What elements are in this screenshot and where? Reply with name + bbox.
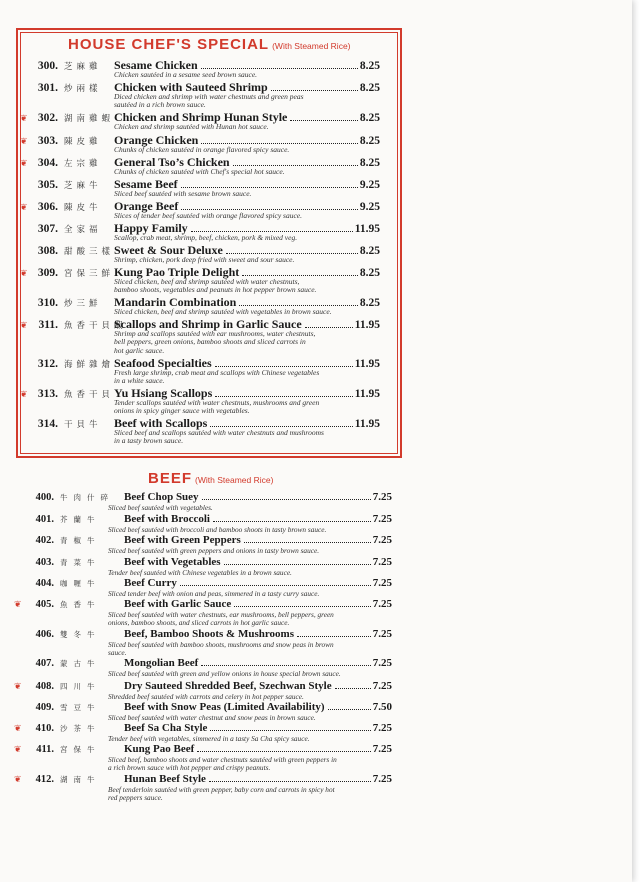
item-description: Sliced beef sautéed with bamboo shoots, mushrooms and snow peas in brown sauce. — [108, 640, 334, 658]
item-name: Beef with Scallops — [114, 416, 208, 430]
item-chinese-name: 陳皮牛 — [64, 203, 102, 213]
spicy-icon: ❦ — [20, 321, 28, 331]
item-number: 412. — [35, 774, 54, 785]
item-price: 8.25 — [359, 135, 380, 147]
item-price: 7.25 — [372, 680, 392, 692]
item-price: 11.95 — [354, 388, 380, 400]
menu-item — [14, 773, 392, 802]
item-name: Chicken with Sauteed Shrimp — [114, 80, 268, 94]
item-price: 7.25 — [372, 657, 392, 669]
item-name: Mandarin Combination — [114, 295, 237, 309]
item-name: Happy Family — [114, 221, 188, 235]
item-price: 8.25 — [359, 60, 380, 72]
menu-item — [14, 701, 392, 722]
item-description: Fresh large shrimp, crab meat and scallops with Chinese vegetables in a white sauce. — [114, 368, 320, 386]
menu-item — [14, 577, 392, 598]
menu-item — [14, 722, 392, 743]
item-name: Hunan Beef Style — [124, 773, 206, 785]
item-chinese-name: 魚香牛 — [60, 600, 101, 609]
item-name: Yu Hsiang Scallops — [114, 386, 213, 400]
item-price: 7.25 — [372, 534, 392, 546]
item-chinese-name: 芝麻牛 — [64, 181, 102, 191]
item-number: 404. — [35, 578, 54, 589]
item-name: Beef Chop Suey — [124, 491, 199, 503]
menu-item — [14, 534, 392, 555]
menu-item — [14, 513, 392, 534]
item-chinese-name: 宮保三鮮 — [64, 269, 115, 279]
menu-item — [20, 58, 380, 79]
item-chinese-name: 宮保牛 — [60, 745, 101, 754]
menu-item — [20, 110, 380, 131]
item-price: 7.25 — [372, 773, 392, 785]
item-price: 8.25 — [359, 112, 380, 124]
item-name: Mongolian Beef — [124, 657, 199, 669]
item-name: Chicken and Shrimp Hunan Style — [114, 110, 288, 124]
dot-leader — [181, 187, 358, 188]
menu-item — [20, 133, 380, 154]
item-chinese-name: 芝麻雞 — [64, 62, 102, 72]
item-chinese-name: 干貝牛 — [64, 420, 102, 430]
dot-leader — [335, 688, 371, 689]
item-chinese-name: 牛肉什碎 — [60, 493, 114, 502]
item-price: 7.25 — [372, 513, 392, 525]
item-number: 308. — [37, 245, 58, 257]
item-price: 7.50 — [372, 701, 392, 713]
dot-leader — [233, 165, 358, 166]
item-description: Diced chicken and shrimp with water chestnuts and green peas sautéed in a rich brown sauce. — [114, 92, 304, 110]
item-chinese-name: 陳皮雞 — [64, 137, 102, 147]
spicy-icon: ❦ — [20, 203, 28, 213]
house-special-title: HOUSE CHEF'S SPECIAL — [68, 36, 270, 53]
item-description: Chunks of chicken sautéed in orange flavored spicy sauce. — [114, 145, 290, 154]
item-price: 7.25 — [372, 491, 392, 503]
dot-leader — [213, 521, 371, 522]
item-chinese-name: 魚香干貝蝦 — [64, 321, 127, 331]
item-chinese-name: 海鮮雜燴 — [64, 360, 115, 370]
dot-leader — [210, 730, 370, 731]
spicy-icon: ❦ — [14, 724, 22, 734]
item-name: Seafood Specialties — [114, 356, 212, 370]
item-number: 410. — [35, 723, 54, 734]
item-name: Kung Pao Beef — [124, 743, 195, 755]
item-chinese-name: 全家福 — [64, 225, 102, 235]
item-description: Shrimp and scallops sautéed with ear mushrooms, water chestnuts, bell peppers, green onions, bamboo shoots and sliced carrots in hot garlic sauce. — [114, 329, 316, 355]
item-number: 407. — [35, 658, 54, 669]
spicy-icon: ❦ — [20, 269, 28, 279]
item-number: 302. — [37, 112, 58, 124]
item-number: 400. — [35, 492, 54, 503]
item-name: Scallops and Shrimp in Garlic Sauce — [114, 317, 302, 331]
item-number: 401. — [35, 514, 54, 525]
item-chinese-name: 沙茶牛 — [60, 724, 101, 733]
item-description: Shredded beef sautéed with carrots and celery in hot pepper sauce. — [108, 692, 304, 701]
item-price: 7.25 — [372, 628, 392, 640]
menu-item — [20, 221, 380, 242]
item-chinese-name: 湖南雞蝦 — [64, 114, 115, 124]
item-description: Sliced tender beef with onion and peas, simmered in a tasty curry sauce. — [108, 589, 320, 598]
spicy-icon: ❦ — [14, 600, 22, 610]
item-name: Beef with Snow Peas (Limited Availability) — [124, 701, 325, 713]
item-number: 314. — [37, 418, 58, 430]
item-number: 300. — [37, 60, 58, 72]
dot-leader — [215, 396, 352, 397]
item-description: Chunks of chicken sautéed with Chef's special hot sauce. — [114, 167, 285, 176]
item-price: 9.25 — [359, 179, 380, 191]
beef-subtitle: (With Steamed Rice) — [195, 475, 274, 485]
menu-item — [20, 243, 380, 264]
item-price: 8.25 — [359, 82, 380, 94]
item-chinese-name: 蒙古牛 — [60, 659, 101, 668]
dot-leader — [305, 327, 353, 328]
menu-item — [20, 416, 380, 446]
item-name: Sesame Chicken — [114, 58, 198, 72]
item-name: Beef with Broccoli — [124, 513, 210, 525]
item-number: 304. — [37, 157, 58, 169]
dot-leader — [297, 636, 371, 637]
dot-leader — [181, 209, 358, 210]
item-number: 307. — [37, 223, 58, 235]
menu-item — [20, 199, 380, 220]
item-name: Beef with Vegetables — [124, 556, 221, 568]
item-name: Beef Curry — [124, 577, 177, 589]
item-price: 7.25 — [372, 722, 392, 734]
item-price: 7.25 — [372, 556, 392, 568]
dot-leader — [209, 781, 371, 782]
item-description: Scallop, crab meat, shrimp, beef, chicken, pork & mixed veg. — [114, 233, 298, 242]
item-description: Sliced beef sautéed with green and yellow onions in house special brown sauce. — [108, 669, 341, 678]
menu-item — [20, 177, 380, 198]
item-number: 309. — [37, 267, 58, 279]
item-description: Sliced beef, bamboo shoots and water chestnuts sautéed with green peppers in a rich brown sauce with hot pepper and crispy peanuts. — [108, 755, 337, 773]
item-number: 402. — [35, 535, 54, 546]
item-name: Beef with Garlic Sauce — [124, 598, 232, 610]
item-price: 11.95 — [354, 319, 380, 331]
item-chinese-name: 湖南牛 — [60, 775, 101, 784]
item-name: Orange Chicken — [114, 133, 199, 147]
menu-item — [14, 657, 392, 678]
item-chinese-name: 炒兩樣 — [64, 84, 102, 94]
item-number: 405. — [35, 599, 54, 610]
spicy-icon: ❦ — [20, 114, 28, 124]
item-chinese-name: 四川牛 — [60, 682, 101, 691]
item-number: 301. — [37, 82, 58, 94]
item-number: 310. — [37, 297, 58, 309]
item-description: Sliced beef sautéed with water chestnuts, ear mushrooms, bell peppers, green onions, bamboo shoots, and sliced carrots in hot garlic sauce. — [108, 610, 334, 628]
item-price: 7.25 — [372, 577, 392, 589]
item-number: 313. — [37, 388, 58, 400]
item-name: Dry Sauteed Shredded Beef, Szechwan Style — [124, 680, 332, 692]
item-price: 11.95 — [354, 358, 380, 370]
spicy-icon: ❦ — [20, 137, 28, 147]
dot-leader — [328, 709, 371, 710]
item-description: Sliced chicken, beef and shrimp sautéed with water chestnuts, bamboo shoots, vegetables and peanuts in hot pepper brown sauce. — [114, 277, 317, 295]
dot-leader — [242, 275, 358, 276]
menu-item — [20, 356, 380, 386]
dot-leader — [197, 751, 370, 752]
item-price: 11.95 — [354, 418, 380, 430]
item-name: Sesame Beef — [114, 177, 178, 191]
beef-heading — [148, 470, 273, 487]
spicy-icon: ❦ — [14, 682, 22, 692]
menu-item — [20, 155, 380, 176]
menu-item — [14, 491, 392, 512]
item-name: Beef Sa Cha Style — [124, 722, 208, 734]
item-number: 305. — [37, 179, 58, 191]
dot-leader — [239, 305, 358, 306]
menu-item — [14, 598, 392, 627]
item-description: Chicken sautéed in a sesame seed brown sauce. — [114, 70, 258, 79]
spicy-icon: ❦ — [14, 745, 22, 755]
menu-item — [20, 386, 380, 416]
item-price: 8.25 — [359, 297, 380, 309]
house-special-heading — [68, 36, 351, 53]
item-name: Orange Beef — [114, 199, 179, 213]
spicy-icon: ❦ — [20, 159, 28, 169]
spicy-icon: ❦ — [14, 775, 22, 785]
dot-leader — [210, 426, 352, 427]
menu-item — [14, 680, 392, 701]
menu-item — [14, 628, 392, 657]
item-chinese-name: 雙冬牛 — [60, 630, 101, 639]
dot-leader — [290, 120, 357, 121]
item-description: Sliced beef sautéed with green peppers and onions in tasty brown sauce. — [108, 546, 320, 555]
item-chinese-name: 青菜牛 — [60, 558, 101, 567]
item-chinese-name: 左宗雞 — [64, 159, 102, 169]
dot-leader — [271, 90, 358, 91]
item-name: Sweet & Sour Deluxe — [114, 243, 223, 257]
dot-leader — [191, 231, 353, 232]
item-price: 7.25 — [372, 743, 392, 755]
beef-title: BEEF — [148, 470, 193, 487]
item-number: 403. — [35, 557, 54, 568]
menu-item — [20, 295, 380, 316]
menu-item — [14, 556, 392, 577]
item-name: Beef with Green Peppers — [124, 534, 241, 546]
item-chinese-name: 青椒牛 — [60, 536, 101, 545]
item-chinese-name: 魚香干貝 — [64, 390, 115, 400]
menu-item — [20, 317, 380, 355]
item-chinese-name: 炒三鮮 — [64, 299, 102, 309]
dot-leader — [201, 143, 358, 144]
dot-leader — [201, 68, 358, 69]
item-price: 8.25 — [359, 245, 380, 257]
item-number: 311. — [38, 319, 58, 331]
item-description: Sliced beef sautéed with broccoli and bamboo shoots in tasty brown sauce. — [108, 525, 327, 534]
dot-leader — [180, 585, 371, 586]
dot-leader — [244, 542, 371, 543]
dot-leader — [202, 499, 371, 500]
dot-leader — [224, 564, 371, 565]
item-number: 306. — [37, 201, 58, 213]
dot-leader — [234, 606, 371, 607]
item-number: 303. — [37, 135, 58, 147]
menu-item — [20, 265, 380, 295]
item-description: Tender beef sautéed with Chinese vegetables in a brown sauce. — [108, 568, 292, 577]
dot-leader — [226, 253, 358, 254]
item-description: Slices of tender beef sautéed with orange flavored spicy sauce. — [114, 211, 303, 220]
item-number: 411. — [36, 744, 54, 755]
item-description: Beef tenderloin sautéed with green pepper, baby corn and carrots in spicy hot red peppers sauce. — [108, 785, 335, 803]
item-chinese-name: 甜酸三樣 — [64, 247, 115, 257]
item-chinese-name: 雪豆牛 — [60, 703, 101, 712]
item-chinese-name: 咖喱牛 — [60, 579, 101, 588]
dot-leader — [201, 665, 371, 666]
item-description: Sliced chicken, beef and shrimp sautéed with vegetables in brown sauce. — [114, 307, 332, 316]
item-description: Tender scallops sautéed with water chestnuts, mushrooms and green onions in spicy ginger sauce with vegetables. — [114, 398, 320, 416]
item-description: Sliced beef and scallops sautéed with water chestnuts and mushrooms in a tasty brown sauce. — [114, 428, 324, 446]
item-description: Chicken and shrimp sautéed with Hunan hot sauce. — [114, 122, 269, 131]
item-description: Shrimp, chicken, pork deep fried with sweet and sour sauce. — [114, 255, 295, 264]
item-name: General Tso’s Chicken — [114, 155, 230, 169]
item-price: 7.25 — [372, 598, 392, 610]
item-number: 406. — [35, 629, 54, 640]
item-price: 8.25 — [359, 267, 380, 279]
item-description: Tender beef with vegetables, simmered in a tasty Sa Cha spicy sauce. — [108, 734, 310, 743]
item-name: Beef, Bamboo Shoots & Mushrooms — [124, 628, 295, 640]
item-number: 408. — [35, 681, 54, 692]
item-price: 11.95 — [354, 223, 380, 235]
item-description: Sliced beef sautéed with sesame brown sauce. — [114, 189, 252, 198]
house-special-subtitle: (With Steamed Rice) — [272, 41, 351, 51]
menu-item — [14, 743, 392, 772]
item-description: Sliced beef sautéed with vegetables. — [108, 503, 213, 512]
item-chinese-name: 芥蘭牛 — [60, 515, 101, 524]
menu-item — [20, 80, 380, 110]
dot-leader — [215, 366, 353, 367]
item-number: 312. — [37, 358, 58, 370]
item-price: 8.25 — [359, 157, 380, 169]
item-price: 9.25 — [359, 201, 380, 213]
spicy-icon: ❦ — [20, 390, 28, 400]
item-number: 409. — [35, 702, 54, 713]
item-description: Sliced beef sautéed with water chestnut and snow peas in brown sauce. — [108, 713, 316, 722]
item-name: Kung Pao Triple Delight — [114, 265, 240, 279]
